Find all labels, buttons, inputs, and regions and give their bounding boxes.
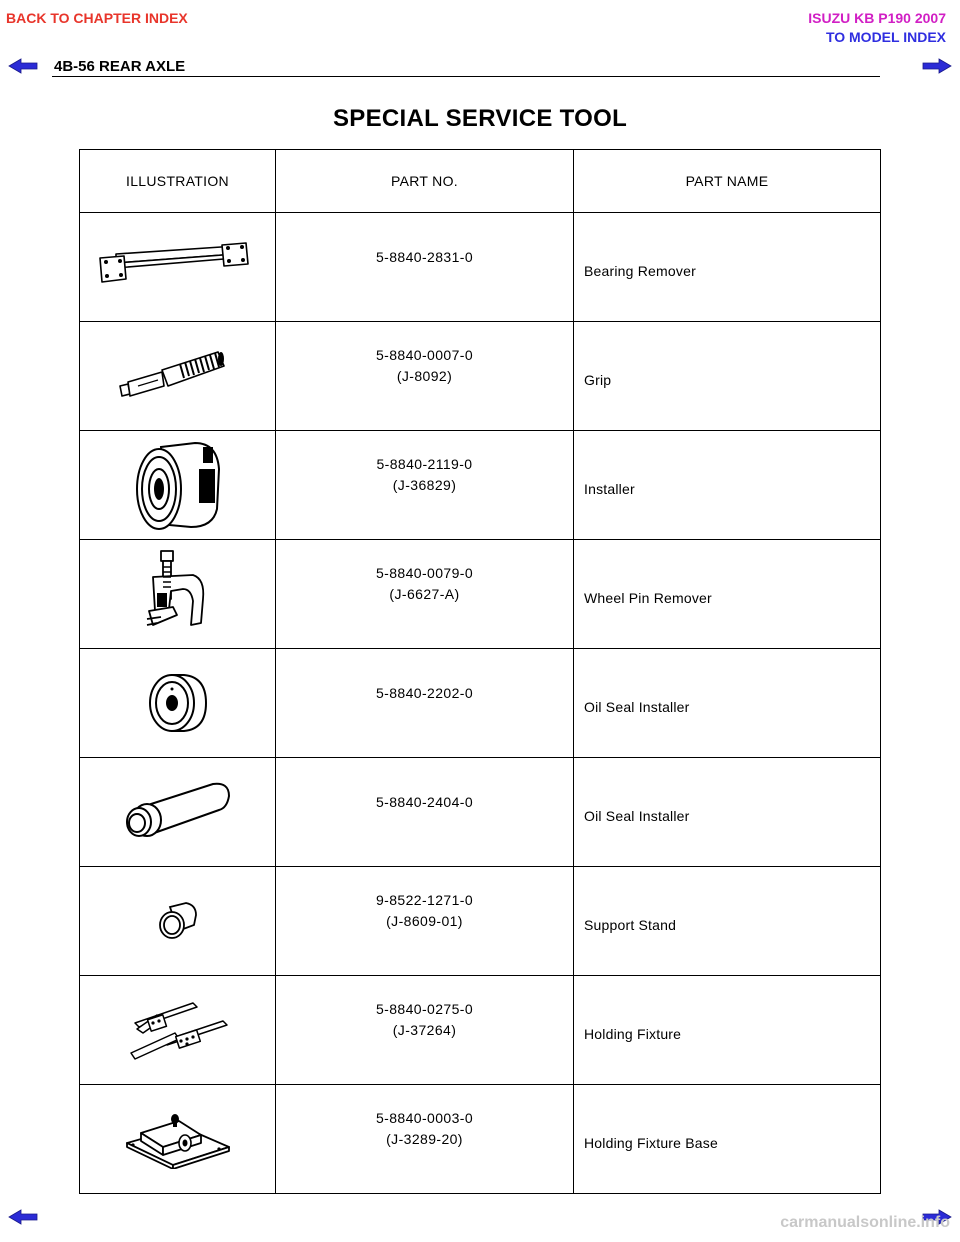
part-name: Installer [584,481,635,497]
table-row [80,649,881,758]
part-name: Oil Seal Installer [584,699,690,715]
bearing-remover-icon [98,242,258,292]
illustration-cell [80,758,276,867]
part-name: Holding Fixture [584,1026,682,1042]
illustration-cell [80,213,276,322]
part-number: 5-8840-2119-0 [376,456,473,472]
part-number-alt: (J-3289-20) [386,1131,463,1147]
part-name-cell [574,649,881,758]
part-name-cell [574,213,881,322]
table-row [80,540,881,649]
part-name-cell [574,322,881,431]
part-name: Oil Seal Installer [584,808,690,824]
part-number-alt: (J-36829) [392,477,457,493]
part-no-cell [276,540,574,649]
part-no-cell [276,1085,574,1194]
part-number-alt: (J-8092) [396,368,453,384]
back-to-chapter-index-link[interactable]: BACK TO CHAPTER INDEX [6,10,188,26]
table-row [80,322,881,431]
illustration-cell [80,431,276,540]
table-row [80,758,881,867]
table-row [80,431,881,540]
part-no-cell [276,322,574,431]
part-name: Holding Fixture Base [584,1135,718,1151]
part-number-alt: (J-37264) [392,1022,457,1038]
part-number: 5-8840-2404-0 [375,793,474,810]
part-name-cell [574,867,881,976]
part-number-alt: (J-8609-01) [386,913,463,929]
illustration-cell [80,976,276,1085]
part-number: 5-8840-0007-0 [375,347,474,363]
table-row [80,867,881,976]
table-row [80,213,881,322]
part-number: 5-8840-0275-0 [375,1001,474,1017]
oil-seal-installer-disc-icon [148,671,208,735]
prev-page-arrow-icon[interactable] [8,1209,38,1225]
support-stand-icon [156,899,200,943]
holding-fixture-icon [123,997,233,1063]
header-divider [52,76,880,77]
part-number: 9-8522-1271-0 [375,892,474,908]
part-name-cell [574,758,881,867]
special-service-tool-table [79,149,881,1194]
part-name: Support Stand [584,917,677,933]
part-number-alt: (J-6627-A) [389,586,460,602]
part-name-cell [574,1085,881,1194]
column-header-illustration: ILLUSTRATION [80,150,276,213]
section-header: 4B-56 REAR AXLE [54,58,186,75]
part-no-cell [276,213,574,322]
part-name: Wheel Pin Remover [584,590,712,606]
column-header-part-no: PART NO. [276,150,574,213]
illustration-cell [80,1085,276,1194]
part-number: 5-8840-0079-0 [375,565,474,581]
part-no-cell [276,976,574,1085]
illustration-cell [80,867,276,976]
column-header-part-name: PART NAME [574,150,881,213]
grip-icon [118,348,238,404]
prev-page-arrow-icon[interactable] [8,58,38,74]
part-name: Grip [584,372,612,388]
wheel-pin-remover-icon [143,549,213,639]
part-name: Bearing Remover [584,263,696,279]
holding-fixture-base-icon [123,1109,233,1169]
next-page-arrow-icon[interactable] [922,58,952,74]
oil-seal-installer-tube-icon [123,780,233,844]
part-no-cell [276,758,574,867]
to-model-index-link[interactable]: TO MODEL INDEX [825,29,946,45]
part-number: 5-8840-0003-0 [375,1110,474,1126]
part-name-cell [574,976,881,1085]
part-no-cell [276,431,574,540]
installer-icon [133,439,223,531]
part-no-cell [276,649,574,758]
illustration-cell [80,649,276,758]
table-row [80,1085,881,1194]
table-row [80,976,881,1085]
table-header-row [80,150,881,213]
part-number: 5-8840-2202-0 [375,684,474,701]
part-number: 5-8840-2831-0 [375,248,474,265]
watermark-text: carmanualsonline.info [780,1214,950,1231]
illustration-cell [80,322,276,431]
part-name-cell [574,540,881,649]
page-title: SPECIAL SERVICE TOOL [332,105,628,132]
part-no-cell [276,867,574,976]
model-title: ISUZU KB P190 2007 [808,10,946,26]
part-name-cell [574,431,881,540]
illustration-cell [80,540,276,649]
